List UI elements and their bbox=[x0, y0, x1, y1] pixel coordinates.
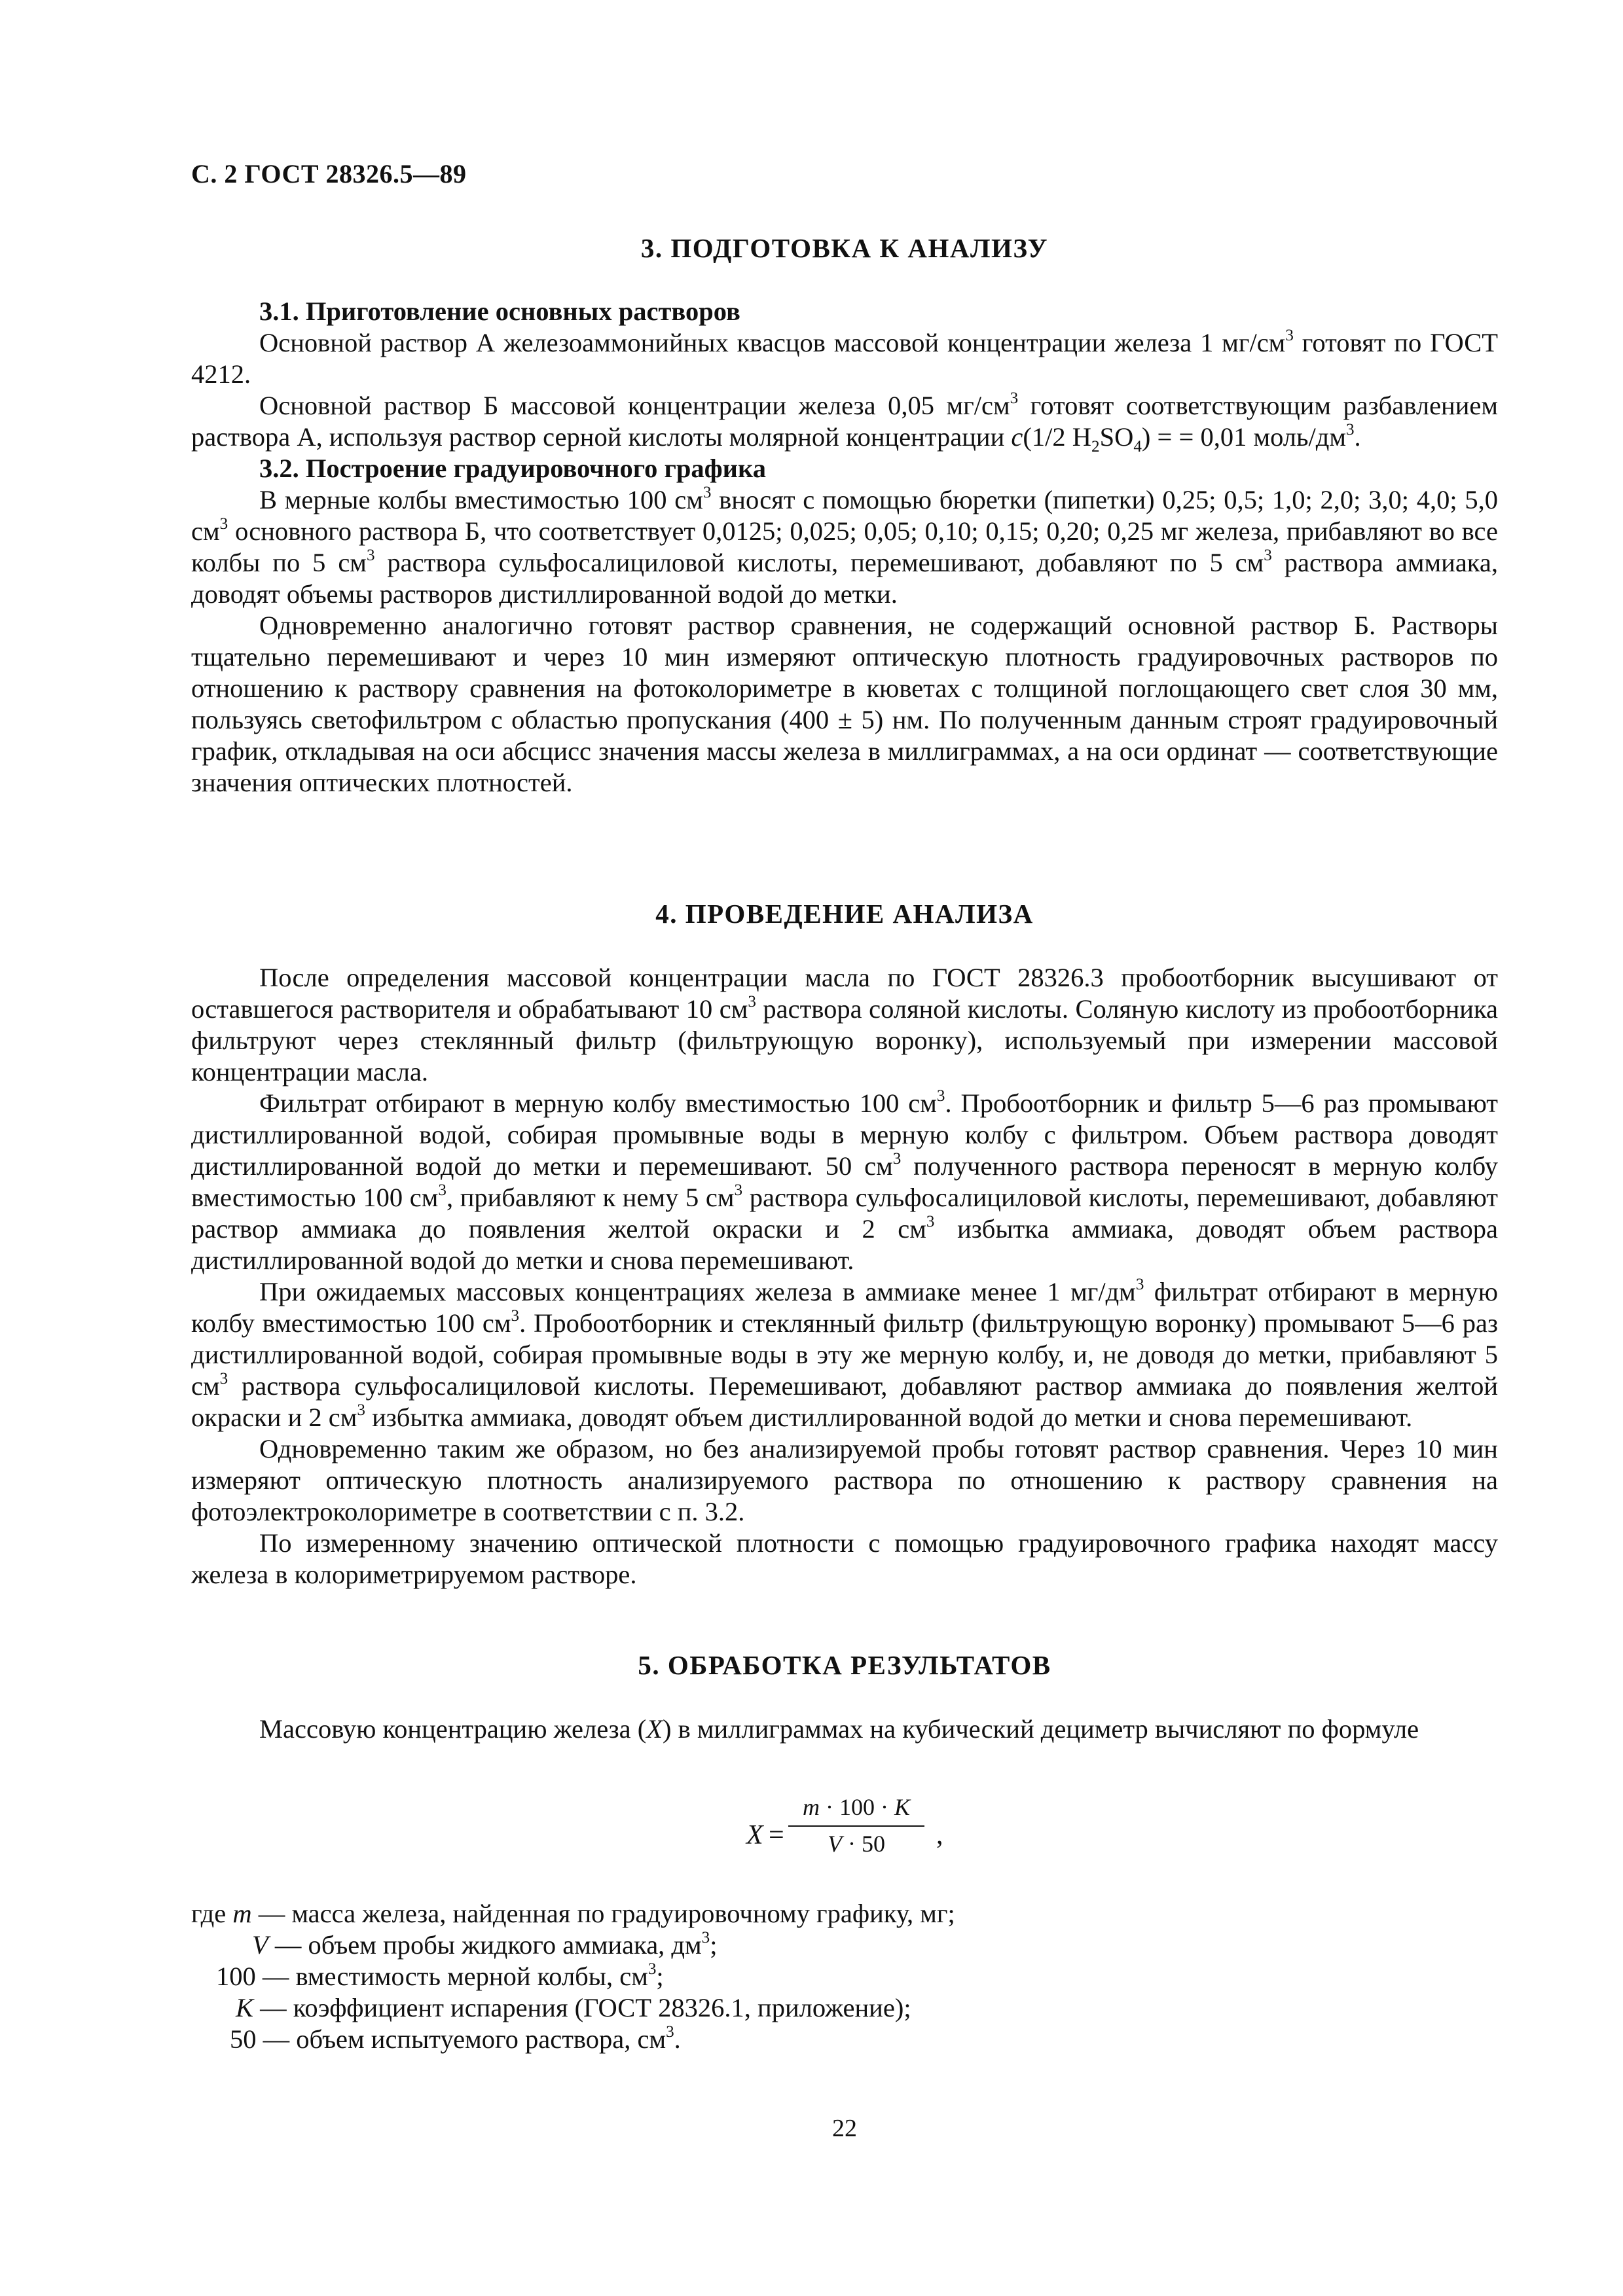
legend-row-k: K — коэффициент испарения (ГОСТ 28326.1, приложение); bbox=[236, 1993, 911, 2022]
formula-comma: , bbox=[936, 1820, 943, 1850]
formula bbox=[191, 1793, 1498, 1892]
paragraph-3-1-a: Основной раствор А железоаммонийных квасцов массовой концентрации железа 1 $мг/см^3$ готовят по ГОСТ 4212. bbox=[191, 326, 1498, 389]
paragraph-4-c: При ожидаемых массовых концентрациях железа в аммиаке менее 1 $мг/дм^3$ фильтрат отбирают в мерную колбу вместимостью 100 $см^3$. Пробоотборник и стеклянный фильтр (фильтрующую воронку) промывают 5—6 раз дистиллированной водой, собирая промывные воды в эту же мерную колбу, и, не доводя до метки, прибавляют 5 $см^3$ раствора сульфосалициловой кислоты. Перемешивают, добавляют раствор аммиака до появления желтой окраски и 2 $см^3$ избытка аммиака, доводят объем дистиллированной водой до метки и снова перемешивают. bbox=[191, 1275, 1499, 1432]
subsection-3-2-title: 3.2. Построение градуировочного графика bbox=[259, 454, 766, 483]
paragraph-3-2-b: Одновременно аналогично готовят раствор сравнения, не содержащий основной раствор Б. Растворы тщательно перемешивают и через 10 мин измеряют оптическую плотность градуировочных растворов по отношению к раствору сравнения на фотоколориметре в кюветах с толщиной поглощающего свет слоя 30 мм, пользуясь светофильтром с областью пропускания (400 ± 5) нм. По полученным данным строят градуировочный график, откладывая на оси абсцисс значения массы железа в миллиграммах, а на оси ординат — соответствующие значения оптических плотностей. bbox=[191, 611, 1498, 797]
subsection-3-1-title: 3.1. Приготовление основных растворов bbox=[259, 296, 740, 326]
fraction-bar bbox=[788, 1825, 924, 1827]
paragraph-3-2-a: В мерные колбы вместимостью 100 $см^3$ вносят с помощью бюретки (пипетки) 0,25; 0,5; 1,0; 2,0; 3,0; 4,0; 5,0 $см^3$ основного раствора Б, что соответствует 0,0125; 0,025; 0,05; 0,10; 0,15; 0,20; 0,25 мг железа, прибавляют во все колбы по 5 $см^3$ раствора сульфосалициловой кислоты, перемешивают, добавляют по 5 $см^3$ раствора аммиака, доводят объемы растворов дистиллированной водой до метки. bbox=[191, 483, 1498, 609]
legend-row-100: 100 — вместимость мерной колбы, $см^3$; bbox=[216, 1960, 664, 1991]
section-3-title: 3. ПОДГОТОВКА К АНАЛИЗУ bbox=[640, 233, 1049, 263]
legend-row-50: 50 — объем испытуемого раствора, $см^3$. bbox=[230, 2022, 681, 2054]
section-4-title: 4. ПРОВЕДЕНИЕ АНАЛИЗА bbox=[655, 899, 1034, 929]
paragraph-4-b: Фильтрат отбирают в мерную колбу вместимостью 100 $см^3$. Пробоотборник и фильтр 5—6 раз промывают дистиллированной водой, собирая промывные воды в мерную колбу с фильтром. Объем раствора доводят дистиллированной водой до метки и перемешивают. 50 $см^3$ полученного раствора переносят в мерную колбу вместимостью 100 $см^3$, прибавляют к нему 5 $см^3$ раствора сульфосалициловой кислоты, перемешивают, добавляют раствор аммиака до появления желтой окраски и 2 $см^3$ избытка аммиака, доводят объем раствора дистиллированной водой до метки и снова перемешивают. bbox=[191, 1086, 1499, 1275]
formula-lhs: X bbox=[746, 1820, 763, 1850]
paragraph-4-d: Одновременно таким же образом, но без анализируемой пробы готовят раствор сравнения. Через 10 мин измеряют оптическую плотность анализируемого раствора по отношению к раствору сравнения на фотоэлектроколориметре в соответствии с п. 3.2. bbox=[191, 1434, 1498, 1526]
paragraph-4-a: После определения массовой концентрации масла по ГОСТ 28326.3 пробоотборник высушивают от оставшегося растворителя и обрабатывают 10 $см^3$ раствора соляной кислоты. Соляную кислоту из пробоотборника фильтруют через стеклянный фильтр (фильтрующую воронку), используемый при измерении массовой концентрации масла. bbox=[191, 963, 1498, 1086]
formula-numerator: m · 100 · K bbox=[803, 1794, 910, 1820]
page-number: 22 bbox=[832, 2115, 857, 2142]
formula-equals: = bbox=[769, 1820, 784, 1850]
section-4-body bbox=[191, 962, 1498, 1590]
paragraph-3-1-b: Основной раствор Б массовой концентрации железа 0,05 $мг/см^3$ готовят соответствующим разбавлением раствора А, используя раствор серной кислоты молярной концентрации с(1/2 $H_2SO_4$) = = 0,01 моль/$дм^3$. bbox=[191, 389, 1498, 456]
section-5-title: 5. ОБРАБОТКА РЕЗУЛЬТАТОВ bbox=[638, 1650, 1051, 1680]
section-3-body bbox=[191, 296, 1498, 798]
paragraph-4-e: По измеренному значению оптической плотности с помощью градуировочного графика находят массу железа в колориметрируемом растворе. bbox=[191, 1528, 1498, 1589]
page-header: С. 2 ГОСТ 28326.5—89 bbox=[191, 159, 467, 188]
legend-row-m: где m — масса железа, найденная по градуировочному графику, мг; bbox=[191, 1899, 955, 1928]
formula-legend bbox=[191, 1898, 955, 2055]
legend-row-v: V — объем пробы жидкого аммиака, $дм^3$; bbox=[252, 1928, 718, 1960]
section-5-body bbox=[191, 1713, 1498, 1745]
formula-denominator: V · 50 bbox=[828, 1831, 885, 1857]
paragraph-5-a: Массовую концентрацию железа (X) в миллиграммах на кубический дециметр вычисляют по формуле bbox=[259, 1714, 1419, 1744]
